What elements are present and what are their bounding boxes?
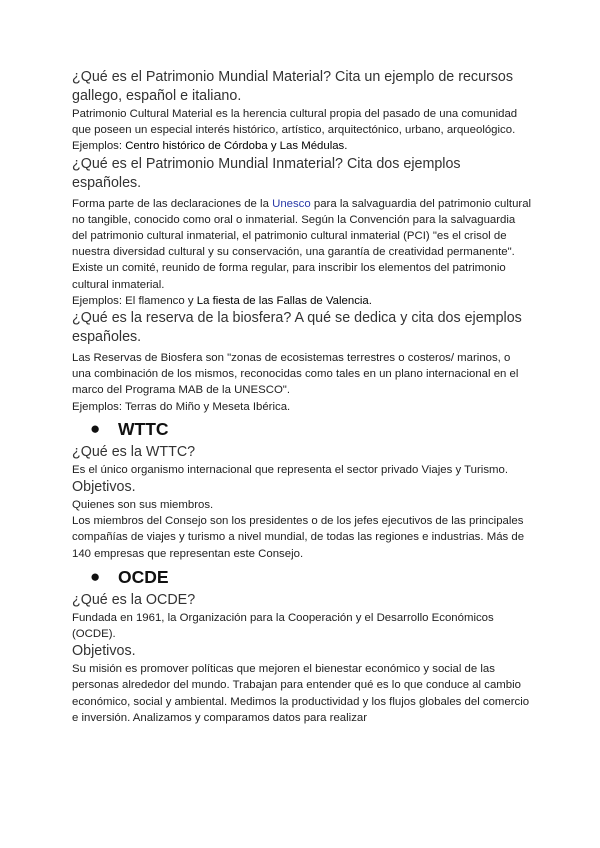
members-text-wttc: Los miembros del Consejo son los presidentes o de los jefes ejecutivos de las principales compañías de viajes y turismo a nivel mundial, de todas las regiones e industrias. Más de 140 empresas que representan este Consejo. (72, 515, 525, 560)
question-wttc: ¿Qué es la WTTC? (72, 443, 196, 460)
objectives-wttc: Objetivos. (72, 479, 136, 496)
objectives-ocde: Objetivos. (72, 643, 136, 660)
bullet-icon: ● (90, 418, 101, 438)
heading-wttc-text: WTTC (118, 418, 169, 439)
unesco-link[interactable]: Unesco (272, 197, 311, 210)
heading-ocde (72, 565, 532, 589)
question-intangible-heritage: ¿Qué es el Patrimonio Mundial Inmaterial? Cita dos ejemplos españoles. (72, 155, 461, 191)
answer-ocde: Fundada en 1961, la Organización para la Cooperación y el Desarrollo Económicos (OCDE). (72, 611, 494, 641)
heading-ocde-text: OCDE (118, 566, 169, 587)
question-material-heritage: ¿Qué es el Patrimonio Mundial Material? Cita un ejemplo de recursos gallego, español e italiano. (72, 69, 514, 104)
answer-post: para la salvaguardia del patrimonio cultural no tangible, conocido como oral o inmaterial. Según la Convención para la salvaguardia del patrimonio cultural inmaterial, el patrimonio cultural inmaterial (PCI) "es el crisol de nuestra diversidad cultural y su conservación, una garantía de creatividad permanente". Existe un comité, reunido de forma regular, para inscribir los elementos del patrimonio cultural inmaterial. (72, 197, 532, 291)
answer-wttc: Es el único organismo internacional que representa el sector privado Viajes y Turismo. (72, 463, 509, 476)
question-ocde: ¿Qué es la OCDE? (72, 591, 196, 608)
heading-wttc (72, 417, 532, 441)
document-page (72, 68, 532, 726)
examples-label: Ejemplos: El flamenco y (72, 294, 194, 307)
answer-material-heritage: Patrimonio Cultural Material es la herencia cultural propia del pasado de una comunidad que poseen un especial interés histórico, artístico, arquitectónico, urbano, arqueológico. (72, 108, 518, 137)
examples-label: Ejemplos: (72, 140, 123, 153)
examples-value: Centro histórico de Córdoba y Las Médulas. (125, 140, 348, 153)
examples-biosphere: Ejemplos: Terras do Miño y Meseta Ibérica. (72, 400, 291, 413)
examples-material-heritage (72, 138, 532, 154)
answer-intangible-heritage (72, 196, 532, 293)
members-line-wttc: Quienes son sus miembros. (72, 499, 214, 512)
answer-pre: Forma parte de las declaraciones de la (72, 197, 269, 210)
examples-value: La fiesta de las Fallas de Valencia. (196, 294, 372, 307)
answer-biosphere: Las Reservas de Biosfera son "zonas de ecosistemas terrestres o costeros/ marinos, o una combinación de los mismos, reconocidas como tales en un plano internacional en el marco del Programa MAB de la UNESCO". (72, 352, 519, 397)
objectives-text-ocde: Su misión es promover políticas que mejoren el bienestar económico y social de las personas alrededor del mundo. Trabajan para entender qué es lo que conduce al cambio económico, social y ambiental. Medimos la productividad y los flujos globales del comercio e inversión. Analizamos y comparamos datos para realizar (72, 663, 530, 724)
question-biosphere: ¿Qué es la reserva de la biosfera? A qué se dedica y cita dos ejemplos españoles. (72, 310, 522, 346)
examples-intangible-heritage (72, 293, 532, 309)
bullet-icon: ● (90, 566, 101, 586)
